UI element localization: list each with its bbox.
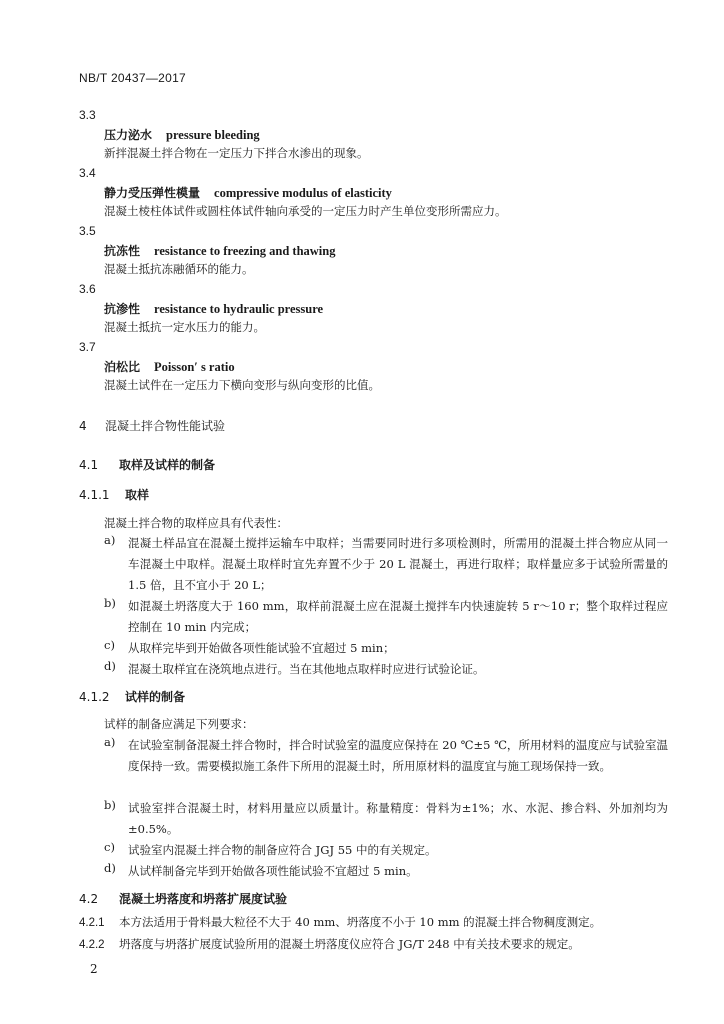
term-number: 3.4 [79,166,96,180]
clause-title: 取样 [125,488,150,502]
term-title-zh: 抗渗性 [104,302,141,316]
list-item-label: a) [104,735,116,749]
list-item-text: 试验室内混凝土拌合物的制备应符合 JGJ 55 中的有关规定。 [128,843,437,857]
term-number: 3.6 [79,282,96,296]
clause-intro: 试样的制备应满足下列要求： [104,717,254,731]
clause-heading [79,486,149,503]
section-heading [79,417,225,434]
term-definition: 混凝土抵抗一定水压力的能力。 [104,320,265,334]
clause-title: 试样的制备 [125,690,186,704]
list-item-label: c) [104,638,115,652]
clause-number: 4.2.1 [79,917,105,929]
clause-number: 4.1.2 [79,690,110,704]
term-title-en: compressive modulus of elasticity [214,186,392,200]
page-number: 2 [90,962,98,976]
term-title [104,184,392,201]
subsection-title: 混凝土坍落度和坍落扩展度试验 [119,892,288,906]
list-item-text: 试验室拌合混凝土时，材料用量应以质量计。称量精度：骨料为±1%；水、水泥、掺合料、外加剂均为±0.5%。 [128,801,668,836]
term-number: 3.7 [79,340,96,354]
clause-number: 4.1.1 [79,488,110,502]
term-definition: 混凝土棱柱体试件或圆柱体试件轴向承受的一定压力时产生单位变形所需应力。 [104,204,507,218]
section-title: 混凝土拌合物性能试验 [105,419,226,433]
list-item-text: 在试验室制备混凝土拌合物时，拌合时试验室的温度应保持在 20 ℃±5 ℃，所用材料的温度应与试验室温度保持一致。需要模拟施工条件下所用的混凝土时，所用原材料的温度宜与施工现场保持一致。 [128,738,668,773]
standard-code-header: NB/T 20437—2017 [79,71,187,85]
term-number: 3.3 [79,108,96,122]
list-item-text: 如混凝土坍落度大于 160 mm，取样前混凝土应在混凝土搅拌车内快速旋转 5 r～10 r；整个取样过程应控制在 10 min 内完成； [128,599,668,634]
list-item-label: b) [104,798,116,812]
clause-text [79,914,601,930]
term-title-zh: 泊松比 [104,360,141,374]
term-title [104,242,336,259]
subsection-heading [79,456,215,473]
list-item-text: 从试样制备完毕到开始做各项性能试验不宜超过 5 min。 [128,864,418,878]
list-item-label: a) [104,533,116,547]
term-title [104,300,323,317]
term-title [104,358,235,375]
term-title-zh: 抗冻性 [104,244,141,258]
list-item-label: c) [104,840,115,854]
list-item-text: 混凝土样品宜在混凝土搅拌运输车中取样；当需要同时进行多项检测时，所需用的混凝土拌合物应从同一车混凝土中取样。混凝土取样时宜先弃置不少于 20 L 混凝土，再进行取样；取样量应多于试验所需量的 1.5 倍，且不宜小于 20 L； [128,536,668,592]
clause-heading [79,688,185,705]
subsection-heading [79,890,287,907]
term-title [104,126,260,143]
list-item-label: b) [104,596,116,610]
subsection-number: 4.2 [79,892,99,906]
term-title-zh: 压力泌水 [104,128,153,142]
subsection-number: 4.1 [79,458,99,472]
term-definition: 混凝土抵抗冻融循环的能力。 [104,262,254,276]
term-number: 3.5 [79,224,96,238]
term-title-en: Poisson′ s ratio [154,360,235,374]
list-item-text: 从取样完毕到开始做各项性能试验不宜超过 5 min； [128,641,395,655]
list-item-text: 混凝土取样宜在浇筑地点进行。当在其他地点取样时应进行试验论证。 [128,662,485,676]
section-number: 4 [79,419,87,433]
term-definition: 混凝土试件在一定压力下横向变形与纵向变形的比值。 [104,378,380,392]
clause-body: 坍落度与坍落扩展度试验所用的混凝土坍落度仪应符合 JG/T 248 中有关技术要求的规定。 [119,937,580,951]
clause-intro: 混凝土拌合物的取样应具有代表性： [104,516,288,530]
clause-number: 4.2.2 [79,939,105,951]
term-title-en: pressure bleeding [166,128,260,142]
list-item-label: d) [104,659,116,673]
term-title-zh: 静力受压弹性模量 [104,186,201,200]
subsection-title: 取样及试样的制备 [119,458,216,472]
term-title-en: resistance to hydraulic pressure [154,302,324,316]
term-title-en: resistance to freezing and thawing [154,244,336,258]
clause-text [79,936,580,952]
term-definition: 新拌混凝土拌合物在一定压力下拌合水渗出的现象。 [104,146,369,160]
clause-body: 本方法适用于骨料最大粒径不大于 40 mm、坍落度不小于 10 mm 的混凝土拌合物稠度测定。 [119,915,602,929]
list-item-label: d) [104,861,116,875]
